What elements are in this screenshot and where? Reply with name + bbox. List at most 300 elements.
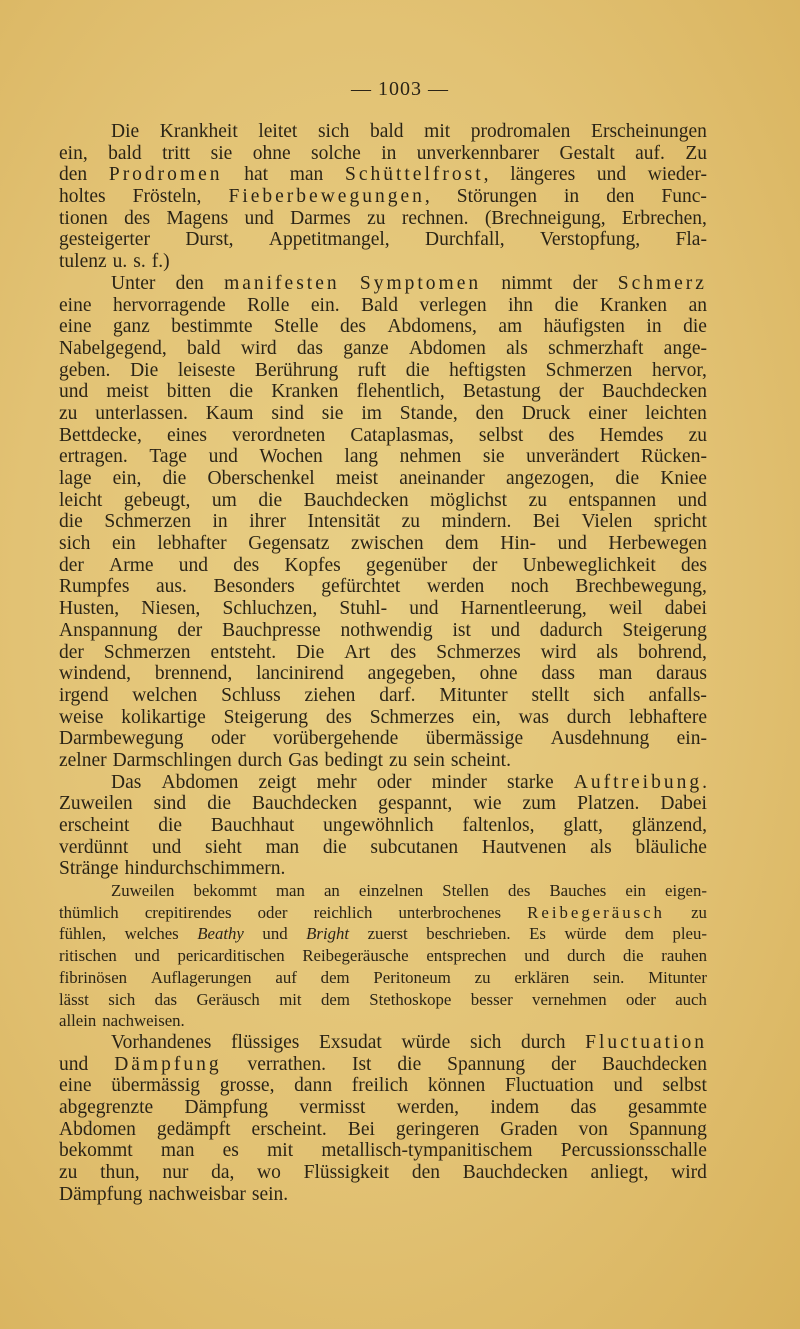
text-line	[59, 750, 707, 772]
word: sein.	[593, 967, 625, 987]
word: zu	[367, 207, 386, 229]
word: Tage	[149, 446, 187, 468]
word: Stelle	[274, 316, 319, 338]
word: mit	[279, 989, 302, 1009]
word: dem	[320, 967, 350, 987]
word: längeres	[510, 164, 576, 186]
word: subcutanen	[370, 836, 459, 858]
word: Art	[344, 641, 371, 663]
word: Gestalt	[559, 142, 615, 164]
text-line	[59, 1162, 707, 1184]
word: Dämpfung	[184, 1096, 268, 1118]
word: Anspannung	[59, 619, 158, 641]
word: auf.	[635, 142, 665, 164]
text-line	[59, 902, 707, 924]
word: aus.	[156, 576, 187, 598]
word: Kaum	[205, 402, 254, 424]
word: sind	[153, 793, 187, 815]
word: übermässige	[425, 728, 524, 750]
word: darf.	[379, 684, 416, 706]
word: mehr	[316, 771, 357, 793]
word: Mitunter	[648, 967, 707, 987]
word: oder	[376, 771, 412, 793]
word: weise	[59, 706, 104, 728]
word: Bei	[347, 1118, 375, 1140]
word: glänzend,	[631, 815, 707, 836]
word: und	[524, 946, 550, 966]
word: f.)	[151, 251, 170, 273]
word: im	[361, 402, 382, 424]
word: lebhaftere	[629, 706, 707, 728]
word: Niesen,	[141, 598, 201, 620]
word: Rumpfes	[59, 576, 130, 598]
word: den	[475, 402, 504, 424]
word: der	[472, 554, 498, 576]
word: flüssiges	[231, 1031, 300, 1053]
word: ganze	[343, 337, 389, 359]
text-line	[59, 793, 707, 815]
text-line	[59, 316, 707, 338]
word: Schmerzen	[103, 641, 191, 663]
word: meist	[335, 468, 379, 489]
word: hervor,	[651, 359, 707, 381]
word: spricht	[653, 511, 707, 533]
word: das	[296, 337, 323, 359]
word: Schmerzes	[369, 706, 455, 728]
word: man	[275, 881, 305, 901]
word: die	[397, 1053, 422, 1075]
word: entsprechen	[426, 946, 507, 966]
word: oder	[257, 902, 288, 922]
word: und	[134, 946, 160, 966]
word: Brechbewegung,	[575, 576, 707, 598]
word: sie	[210, 142, 233, 164]
word: und	[178, 554, 208, 576]
word: schmerzhaft	[548, 337, 644, 359]
word: lässt	[59, 989, 89, 1009]
paragraph	[59, 121, 707, 273]
word: Zu	[685, 142, 707, 164]
text-line	[59, 381, 707, 403]
word: zu	[528, 489, 547, 511]
word: das	[570, 1096, 597, 1118]
word: gedämpft	[156, 1118, 231, 1140]
word: Mitunter	[439, 684, 508, 706]
text-line	[59, 772, 707, 794]
text-line	[59, 490, 707, 512]
text-line	[59, 642, 707, 664]
word: die	[615, 468, 640, 489]
word: bald	[187, 337, 221, 359]
word: ein,	[112, 468, 142, 489]
word: Auflagerungen	[150, 967, 252, 987]
word: .	[702, 771, 707, 793]
word: solche	[310, 142, 361, 164]
word: Wochen	[259, 446, 323, 468]
word: Unbeweglichkeit	[522, 554, 656, 576]
text-line	[59, 403, 707, 425]
word: und	[59, 381, 89, 403]
word: eigen-	[665, 881, 707, 901]
word: des	[233, 554, 260, 576]
word: Platzen.	[577, 793, 640, 815]
word: nothwendig	[340, 619, 433, 641]
word: crepitirendes	[144, 902, 232, 922]
word: zu	[474, 967, 491, 987]
word: Bauchhaut	[210, 815, 295, 836]
word: erscheint.	[251, 1118, 327, 1140]
word: unterlassen.	[95, 402, 188, 424]
word: lebhafter	[157, 533, 227, 555]
word: entsteht.	[210, 641, 277, 663]
word: thun,	[100, 1162, 140, 1183]
word: Stellen	[442, 881, 489, 901]
word: Stethoskope	[369, 989, 452, 1009]
word: Geräusch	[196, 989, 260, 1009]
word: ruft	[357, 359, 387, 381]
text-line	[59, 1010, 707, 1032]
word: können	[427, 1075, 486, 1097]
word: des	[339, 316, 366, 338]
text-line	[59, 989, 707, 1011]
word: Graden	[500, 1118, 558, 1140]
word: welchen	[132, 684, 198, 706]
word: Dabei	[660, 793, 707, 815]
word: in	[212, 511, 228, 533]
word: Herbewegen	[608, 533, 707, 555]
word: angegeben,	[367, 663, 456, 685]
word: erscheint	[59, 815, 130, 836]
emphasized-word: Reibegeräusch	[527, 902, 665, 922]
word: der	[59, 554, 84, 576]
word: es	[222, 1140, 239, 1162]
word: Gas	[288, 749, 319, 771]
word: Störungen	[456, 186, 537, 208]
text-line	[59, 338, 707, 360]
word: zelner	[59, 749, 107, 771]
word: werden	[426, 576, 485, 598]
word: und	[677, 489, 707, 511]
word: Arme	[109, 554, 154, 576]
word: freilich	[351, 1075, 409, 1097]
word: bläuliche	[635, 836, 707, 858]
text-line	[59, 858, 707, 880]
text-line	[59, 1140, 707, 1162]
word: ein,	[59, 142, 88, 164]
word: Bauchdecken	[252, 793, 358, 815]
text-line	[59, 186, 707, 208]
text-line	[59, 533, 707, 555]
word: wird	[240, 337, 277, 359]
word: ihrer	[249, 511, 286, 533]
word: bekommt	[193, 881, 257, 901]
word: Schmerzen	[104, 511, 191, 533]
word: sie	[321, 402, 344, 424]
word: wird	[540, 641, 577, 663]
word: stellt	[531, 684, 570, 706]
word	[345, 164, 489, 186]
word: Besonders	[213, 576, 295, 598]
word: zu	[691, 902, 707, 922]
text-line	[59, 967, 707, 989]
word: eine	[59, 1075, 92, 1097]
word: und	[152, 836, 182, 858]
text-line	[59, 1097, 707, 1119]
word: ,	[424, 186, 430, 208]
word: und	[557, 533, 587, 555]
word: erklären	[514, 967, 570, 987]
word: rechnen.	[401, 207, 469, 229]
word: tulenz	[59, 251, 107, 273]
word: Die	[130, 359, 159, 381]
word: gefürchtet	[321, 576, 401, 598]
word: welches	[124, 924, 179, 944]
word: zuerst	[367, 924, 408, 944]
word: die	[322, 836, 347, 858]
word	[574, 772, 707, 794]
word: des	[390, 641, 417, 663]
word: mit	[267, 1140, 294, 1162]
word: die	[207, 793, 232, 815]
word: und	[59, 1053, 89, 1075]
word: Vorhandenes	[111, 1031, 212, 1053]
word: allein	[59, 1011, 97, 1031]
word: Darmes	[290, 207, 351, 229]
word: heftigsten	[449, 359, 527, 381]
word: zu	[401, 511, 421, 533]
emphasized-word: Fluctuation	[585, 1031, 707, 1053]
word: wird	[671, 1162, 707, 1183]
word: Krankheit	[159, 121, 238, 142]
word: bohrend,	[638, 641, 707, 663]
word: Abdomen	[161, 771, 239, 793]
word: Nabelgegend,	[59, 337, 167, 359]
word: würde	[401, 1031, 451, 1053]
text-line	[59, 815, 707, 837]
word: kolikartige	[121, 706, 206, 728]
word: weil	[608, 598, 643, 620]
word: Fluctuation	[504, 1075, 594, 1097]
word: u.	[112, 251, 128, 273]
word: ange-	[663, 337, 707, 359]
word: auf	[275, 967, 297, 987]
word: zum	[522, 793, 557, 815]
word: verdünnt	[59, 836, 129, 858]
paragraph	[59, 772, 707, 880]
word: sieht	[205, 836, 242, 858]
word: die	[158, 815, 183, 836]
word: meist	[106, 381, 149, 403]
word: leiseste	[177, 359, 236, 381]
paragraph	[59, 273, 707, 772]
text-line	[59, 707, 707, 729]
word: faltenlos,	[462, 815, 535, 836]
word: nehmen	[399, 446, 462, 468]
word: metallisch-tympanitischem	[321, 1140, 533, 1162]
word: durch	[237, 749, 283, 771]
word: sich	[317, 121, 350, 142]
word: hervorragende	[113, 294, 226, 316]
word: durch	[567, 946, 606, 966]
word: wieder-	[647, 164, 707, 186]
word: Harnentleerung,	[460, 598, 587, 620]
word: den	[411, 1162, 441, 1183]
word: hat	[244, 164, 269, 186]
word: die	[162, 468, 187, 489]
word: wie	[473, 793, 502, 815]
word: des	[124, 207, 151, 229]
word: gespannt,	[378, 793, 453, 815]
word: minder	[431, 771, 487, 793]
word: bald	[369, 121, 404, 142]
word	[228, 186, 429, 208]
word: eines	[166, 424, 208, 446]
text-line	[59, 511, 707, 533]
word: Kranken	[599, 294, 668, 316]
word: zu	[389, 749, 408, 771]
text-line	[59, 728, 707, 750]
word: ein	[111, 533, 136, 555]
word: oder	[210, 728, 246, 750]
word: Betastung	[462, 381, 541, 403]
word: dadurch	[539, 619, 603, 641]
word: werden,	[396, 1096, 460, 1118]
word: starke	[507, 771, 554, 793]
word: Durst,	[185, 229, 234, 251]
word: holtes	[59, 186, 106, 208]
word: ertragen.	[59, 446, 128, 468]
text-line	[59, 251, 707, 273]
word: dann	[294, 1075, 333, 1097]
word: an	[688, 294, 707, 316]
word: und	[208, 446, 238, 468]
word: und	[596, 164, 627, 186]
word: als	[590, 836, 612, 858]
word: Erscheinungen	[591, 121, 707, 142]
word: Stande,	[399, 402, 458, 424]
word: ihn	[508, 294, 534, 316]
word: bestimmte	[171, 316, 253, 338]
text-line	[59, 945, 707, 967]
word: Berührung	[254, 359, 339, 381]
small-print-paragraph	[59, 880, 707, 1032]
word: sie	[482, 446, 505, 468]
word: Schluss	[221, 684, 281, 706]
word: auch	[675, 989, 707, 1009]
text-line	[59, 1054, 707, 1076]
word: Rücken-	[640, 446, 707, 468]
word: lage	[59, 468, 92, 489]
word: leicht	[59, 489, 103, 511]
word: pericarditischen	[177, 946, 285, 966]
word: Bauchdecken	[601, 1053, 707, 1075]
word: vermisst	[299, 1096, 366, 1118]
text-line	[59, 837, 707, 859]
word: Bauches	[549, 881, 607, 901]
word: Darmschlingen	[112, 749, 232, 771]
word: Kopfes	[284, 554, 341, 576]
word: und	[490, 619, 520, 641]
word: Abdomen	[59, 1118, 136, 1140]
word: von	[578, 1118, 608, 1140]
word: des	[680, 554, 707, 576]
word: wo	[257, 1162, 281, 1183]
word: Bettdecke,	[59, 424, 142, 446]
word: Das	[111, 771, 142, 793]
word: s.	[133, 251, 146, 273]
word: brennend,	[154, 663, 233, 685]
emphasized-word: Auftreibung	[573, 771, 703, 793]
word: angezogen,	[505, 468, 595, 489]
word: ungewöhnlich	[323, 815, 434, 836]
word: sein.	[251, 1183, 289, 1205]
word: das	[154, 989, 178, 1009]
word: Magens	[166, 207, 229, 229]
word: unverkennbarer	[416, 142, 540, 164]
word: vernehmen	[532, 989, 607, 1009]
word: rauhen	[661, 946, 707, 966]
word: gesteigerter	[59, 229, 150, 251]
word: selbst	[662, 1075, 707, 1097]
text-line	[59, 446, 707, 468]
word: vorübergehende	[273, 728, 399, 750]
word: durch	[566, 706, 612, 728]
text-line	[59, 143, 707, 165]
word: nur	[162, 1162, 189, 1183]
word: tionen	[59, 207, 108, 229]
word: bekommt	[59, 1140, 133, 1162]
word: Exsudat	[319, 1031, 382, 1053]
word: und	[409, 598, 439, 620]
word: (Brechneigung,	[484, 207, 606, 229]
word: unverändert	[526, 446, 620, 468]
word: und	[262, 924, 288, 944]
word: fibrinösen	[59, 967, 128, 987]
word: zu	[59, 402, 78, 424]
word: zu	[59, 1162, 78, 1183]
word: sein	[413, 749, 445, 771]
word: der	[558, 381, 584, 403]
word: die	[554, 294, 579, 316]
word: ziehen	[304, 684, 356, 706]
word: Rolle	[247, 294, 290, 316]
word: Bald	[361, 294, 398, 316]
word: mindern.	[441, 511, 512, 533]
page-number: — 1003 —	[351, 78, 449, 100]
word: Dämpfung	[59, 1183, 143, 1205]
emphasized-word: Schmerz	[617, 272, 707, 294]
word: der	[551, 1053, 577, 1075]
word: Spannung	[447, 1053, 526, 1075]
word: in	[646, 316, 662, 338]
word: als	[596, 641, 619, 663]
word: des	[325, 706, 352, 728]
word: Zuweilen	[111, 881, 175, 901]
word: ein.	[310, 294, 340, 316]
word: geben.	[59, 359, 111, 381]
word: Ist	[351, 1053, 372, 1075]
word: lancinirend	[256, 663, 344, 685]
word: ein,	[472, 706, 501, 728]
word: grosse,	[219, 1075, 275, 1097]
word: verordneten	[232, 424, 326, 446]
word: dass	[541, 663, 575, 685]
word: in	[381, 142, 397, 164]
word: prodromalen	[470, 121, 571, 142]
italic-name: Bright	[306, 924, 350, 944]
emphasized-word: Symptomen	[359, 272, 482, 294]
text-line	[59, 208, 707, 230]
